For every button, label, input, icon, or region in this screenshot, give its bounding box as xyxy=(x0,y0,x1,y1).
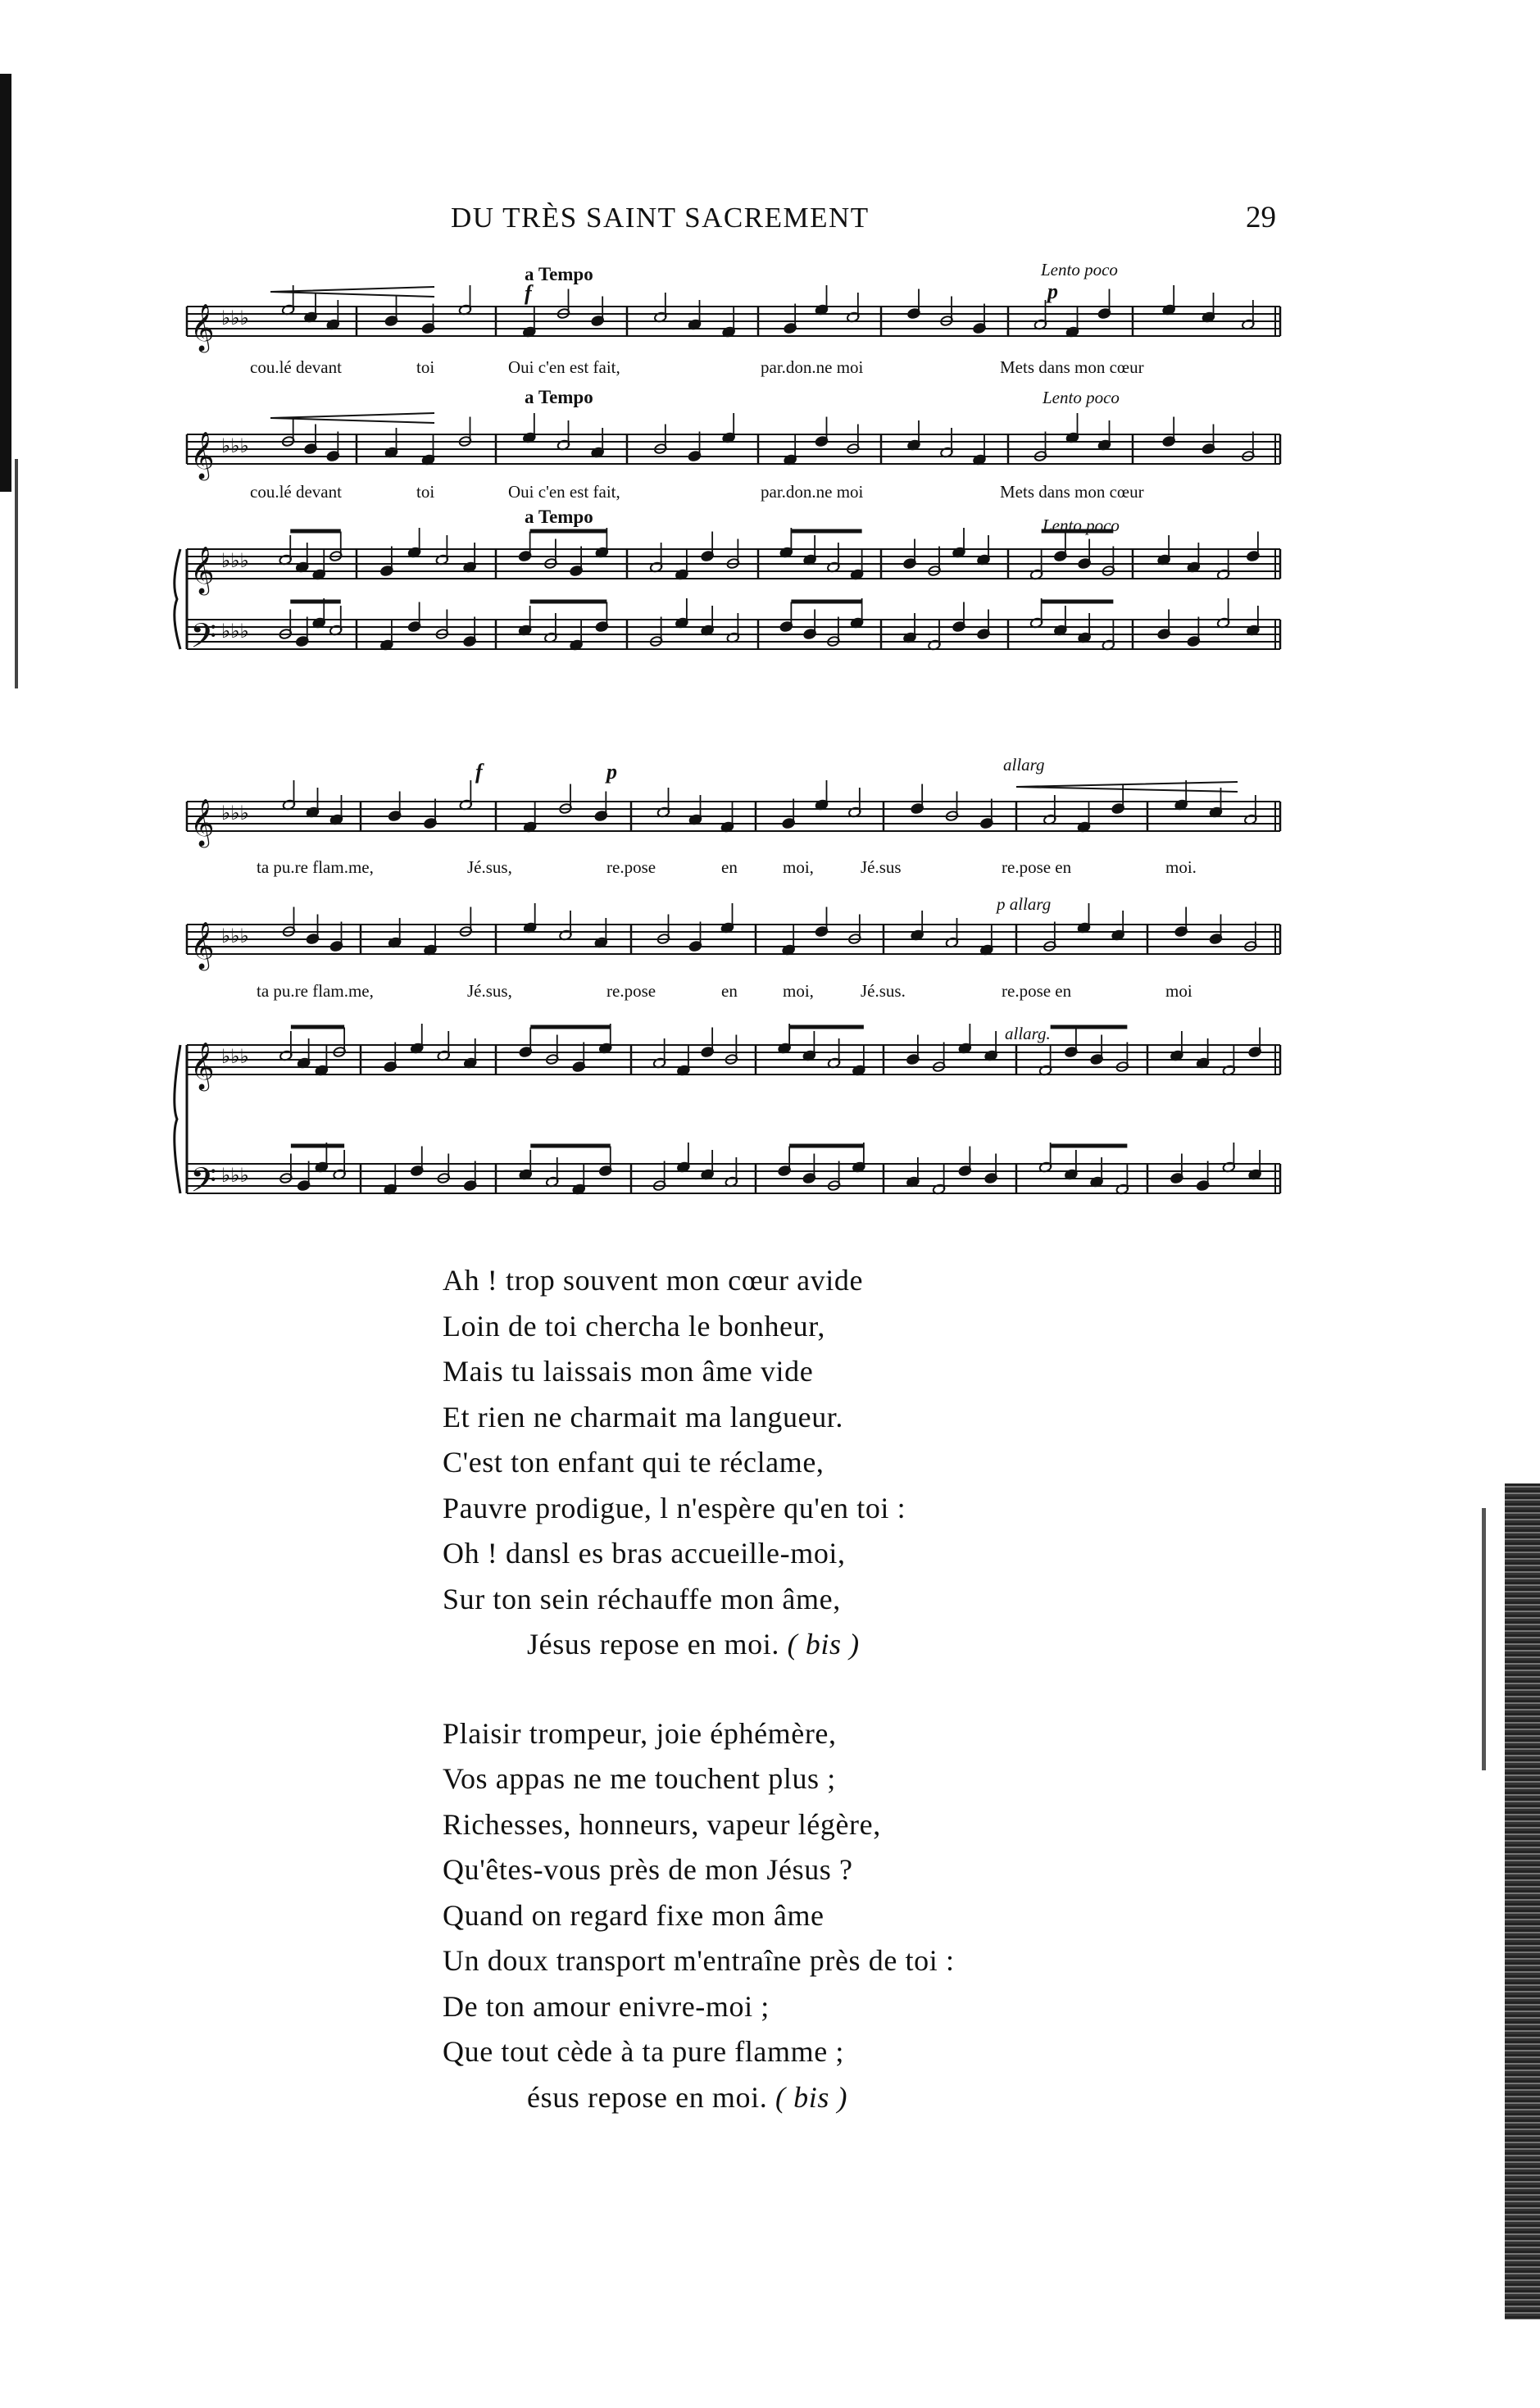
scan-edge-left xyxy=(0,74,11,492)
stanza xyxy=(443,1711,1303,2121)
page-number: 29 xyxy=(1246,201,1276,234)
hairpin xyxy=(270,413,434,423)
treble-clef: 𝄞 xyxy=(190,798,215,846)
tempo-marking: a Tempo xyxy=(525,507,593,527)
verse-line: Plaisir trompeur, joie éphémère, xyxy=(443,1716,837,1750)
treble-clef: 𝄞 xyxy=(190,546,215,593)
verse-line: Vos appas ne me touchent plus ; xyxy=(443,1762,836,1795)
dynamic-marking: p xyxy=(606,760,617,784)
refrain-text: Jésus repose en moi. xyxy=(527,1628,779,1661)
poem xyxy=(443,1258,1303,2164)
key-signature: ♭♭♭ xyxy=(221,1164,249,1187)
tempo-marking: allarg xyxy=(1003,755,1045,775)
verse-line: Loin de toi chercha le bonheur, xyxy=(443,1309,825,1343)
treble-clef: 𝄞 xyxy=(190,1042,215,1089)
lyric-syllable: re.pose en xyxy=(1002,857,1072,877)
key-signature: ♭♭♭ xyxy=(221,620,249,643)
verse-line: Et rien ne charmait ma langueur. xyxy=(443,1400,844,1433)
hairpin xyxy=(270,287,434,297)
music-score xyxy=(172,262,1295,1246)
key-signature: ♭♭♭ xyxy=(221,802,249,825)
tempo-marking: Lento poco xyxy=(1043,388,1120,407)
treble-clef: 𝄞 xyxy=(190,303,215,351)
verse-line: C'est ton enfant qui te réclame, xyxy=(443,1446,825,1479)
treble-clef: 𝄞 xyxy=(190,921,215,969)
scan-edge-left-inner xyxy=(15,459,18,688)
dynamic-marking: p xyxy=(1047,279,1058,303)
tempo-marking: Lento poco xyxy=(1043,516,1120,535)
lyric-syllable: moi, xyxy=(783,981,814,1001)
bass-clef: 𝄢 xyxy=(190,1161,217,1208)
scan-edge-right xyxy=(1505,1483,1540,2319)
verse-line: Richesses, honneurs, vapeur légère, xyxy=(443,1807,881,1841)
bis-marker: ( bis ) xyxy=(775,2080,848,2114)
key-signature: ♭♭♭ xyxy=(221,549,249,572)
verse-line: Ah ! trop souvent mon cœur avide xyxy=(443,1264,864,1297)
lyric-syllable: Mets dans mon cœur xyxy=(1000,357,1144,377)
lyric-syllable: Mets dans mon cœur xyxy=(1000,482,1144,502)
scan-edge-right-inner xyxy=(1482,1508,1486,1770)
lyric-syllable: moi, xyxy=(783,857,814,877)
key-signature: ♭♭♭ xyxy=(221,434,249,457)
lyric-syllable: toi xyxy=(416,482,435,502)
bis-marker: ( bis ) xyxy=(787,1628,860,1661)
lyric-syllable: ta pu.re flam.me, xyxy=(257,981,374,1001)
stanza xyxy=(443,1258,1303,1668)
lyric-syllable: re.pose xyxy=(606,981,656,1001)
verse-line: Un doux transport m'entraîne près de toi : xyxy=(443,1944,955,1977)
lyric-syllable: par.don.ne moi xyxy=(761,357,864,377)
lyric-syllable: re.pose en xyxy=(1002,981,1072,1001)
tempo-marking: a Tempo xyxy=(525,264,593,284)
hairpin xyxy=(1016,782,1238,792)
lyric-syllable: en xyxy=(721,857,738,877)
treble-clef: 𝄞 xyxy=(190,431,215,479)
verse-line: Sur ton sein réchauffe mon âme, xyxy=(443,1582,841,1615)
key-signature: ♭♭♭ xyxy=(221,1045,249,1068)
dynamic-marking: f xyxy=(475,760,483,784)
refrain-line xyxy=(443,1622,1303,1668)
tempo-marking: a Tempo xyxy=(525,387,593,407)
page-header xyxy=(451,202,1311,234)
verse-line: Oh ! dansl es bras accueille-moi, xyxy=(443,1537,846,1570)
dynamic-marking: f xyxy=(525,281,532,305)
lyric-syllable: Jé.sus. xyxy=(861,981,906,1001)
running-title: DU TRÈS SAINT SACREMENT xyxy=(451,202,870,234)
lyric-syllable: toi xyxy=(416,357,435,377)
tempo-marking: Lento poco xyxy=(1041,262,1118,279)
piano-brace xyxy=(175,549,180,649)
lyric-syllable: Oui c'en est fait, xyxy=(508,482,620,502)
lyric-syllable: ta pu.re flam.me, xyxy=(257,857,374,877)
music-score-drawing xyxy=(172,262,1295,1246)
verse-line: Qu'êtes-vous près de mon Jésus ? xyxy=(443,1853,853,1886)
piano-brace xyxy=(175,1045,180,1193)
verse-line: Mais tu laissais mon âme vide xyxy=(443,1355,814,1388)
verse-line: Quand on regard fixe mon âme xyxy=(443,1898,825,1932)
lyric-syllable: Jé.sus, xyxy=(467,981,512,1001)
verse-line: Pauvre prodigue, l n'espère qu'en toi : xyxy=(443,1491,906,1524)
lyric-syllable: moi. xyxy=(1165,857,1197,877)
refrain-line xyxy=(443,2075,1303,2121)
tempo-marking: p allarg xyxy=(997,894,1052,914)
verse-line: De ton amour enivre-moi ; xyxy=(443,1989,770,2023)
lyric-syllable: re.pose xyxy=(606,857,656,877)
verse-line: Que tout cède à ta pure flamme ; xyxy=(443,2035,844,2068)
lyric-syllable: Jé.sus xyxy=(861,857,902,877)
lyric-syllable: cou.lé devant xyxy=(250,482,342,502)
lyric-syllable: moi xyxy=(1165,981,1192,1001)
lyric-syllable: par.don.ne moi xyxy=(761,482,864,502)
lyric-syllable: en xyxy=(721,981,738,1001)
lyric-syllable: Oui c'en est fait, xyxy=(508,357,620,377)
notation-marks xyxy=(190,285,1261,1208)
bass-clef: 𝄢 xyxy=(190,616,217,664)
lyric-syllable: Jé.sus, xyxy=(467,857,512,877)
refrain-text: ésus repose en moi. xyxy=(527,2080,768,2114)
key-signature: ♭♭♭ xyxy=(221,307,249,329)
tempo-marking: allarg. xyxy=(1005,1024,1051,1043)
key-signature: ♭♭♭ xyxy=(221,925,249,947)
lyric-syllable: cou.lé devant xyxy=(250,357,342,377)
